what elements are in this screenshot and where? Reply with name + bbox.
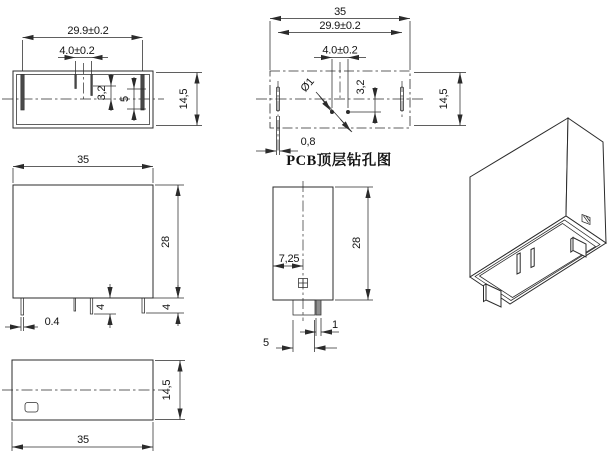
dim-label-coil-pin-spacing: 4.0±0.2	[59, 45, 95, 57]
dim-pin-length-right	[146, 285, 184, 326]
hole-diameter-leader	[299, 76, 352, 132]
coil-pin-1	[75, 75, 77, 89]
dim-label-pin-length-mid: 4	[95, 304, 107, 310]
dim-blade-pin-width	[263, 320, 337, 352]
pcb-drill-view	[256, 6, 466, 169]
blade-pin-left	[21, 75, 24, 111]
dim-body-width	[13, 154, 153, 183]
pin-mid-2	[90, 298, 92, 314]
dim-coil-pin-spacing	[58, 45, 108, 74]
isometric-view	[470, 118, 606, 307]
dim-body-height	[335, 187, 373, 300]
blade-pin-side	[293, 300, 315, 315]
dim-board-width	[270, 6, 410, 70]
coil-pin-back	[531, 248, 534, 268]
dim-label-round-pin-width: 1	[332, 319, 338, 331]
relay-body-outline	[13, 185, 153, 298]
dim-pin-length-mid	[94, 284, 116, 328]
pin-right	[142, 298, 145, 313]
dim-pin-thickness	[5, 316, 59, 331]
pcb-view-caption: PCB顶层钻孔图	[286, 153, 392, 169]
dim-label-body-depth: 14,5	[161, 379, 173, 401]
dim-label-pin-offset: 7,25	[278, 253, 300, 265]
dim-label-board-depth: 14,5	[438, 88, 450, 110]
pin-mid-1	[74, 298, 76, 311]
dim-label-body-height: 28	[160, 236, 172, 248]
front-view	[5, 154, 184, 331]
dim-label-body-depth: 14,5	[178, 88, 190, 110]
pcb-outline	[270, 71, 410, 128]
dim-label-hole-spacing: 4.0±0.2	[322, 44, 358, 57]
dim-body-height	[153, 185, 184, 298]
dim-label-board-width: 35	[334, 6, 346, 18]
coil-pin-front	[517, 253, 520, 274]
dim-coil-offset	[93, 74, 116, 111]
case-marking	[25, 403, 38, 413]
dim-label-hole-offset: 3,2	[355, 79, 367, 95]
top-view	[2, 360, 185, 451]
dim-label-pin-spacing: 29.9±0.2	[67, 25, 109, 37]
dim-label-slot-width: 0,8	[300, 136, 316, 148]
drill-hole-2	[346, 110, 350, 114]
dim-label-coil-offset: 3,2	[96, 85, 108, 101]
dim-label-body-width: 35	[77, 154, 89, 166]
pin-left	[21, 298, 24, 315]
dim-label-body-width: 35	[77, 434, 89, 446]
relay-outline-outer	[13, 71, 153, 128]
dim-label-blade-width: 5	[119, 96, 131, 102]
dim-body-width	[12, 422, 153, 451]
dim-hole-offset	[350, 80, 381, 124]
dim-label-hole-diameter: Ø1	[298, 75, 317, 95]
coil-pin-2	[91, 75, 93, 96]
dim-slot-spacing	[278, 20, 402, 33]
dim-slot-width	[256, 116, 315, 155]
round-pin-side	[316, 300, 321, 315]
blade-pin-right	[141, 75, 144, 111]
dim-round-pin-width	[300, 318, 339, 336]
dim-hole-spacing	[314, 45, 366, 58]
dim-label-body-height: 28	[351, 237, 363, 249]
dim-pin-offset	[273, 253, 303, 266]
dim-label-blade-pin-width: 5	[263, 337, 269, 349]
bottom-view	[2, 25, 202, 128]
dim-label-slot-spacing: 29.9±0.2	[319, 20, 361, 32]
side-view	[263, 181, 373, 352]
dim-label-pin-thickness: 0.4	[44, 316, 60, 328]
dim-label-pin-length-right: 4	[161, 304, 173, 310]
datum-square-marker	[299, 279, 308, 288]
